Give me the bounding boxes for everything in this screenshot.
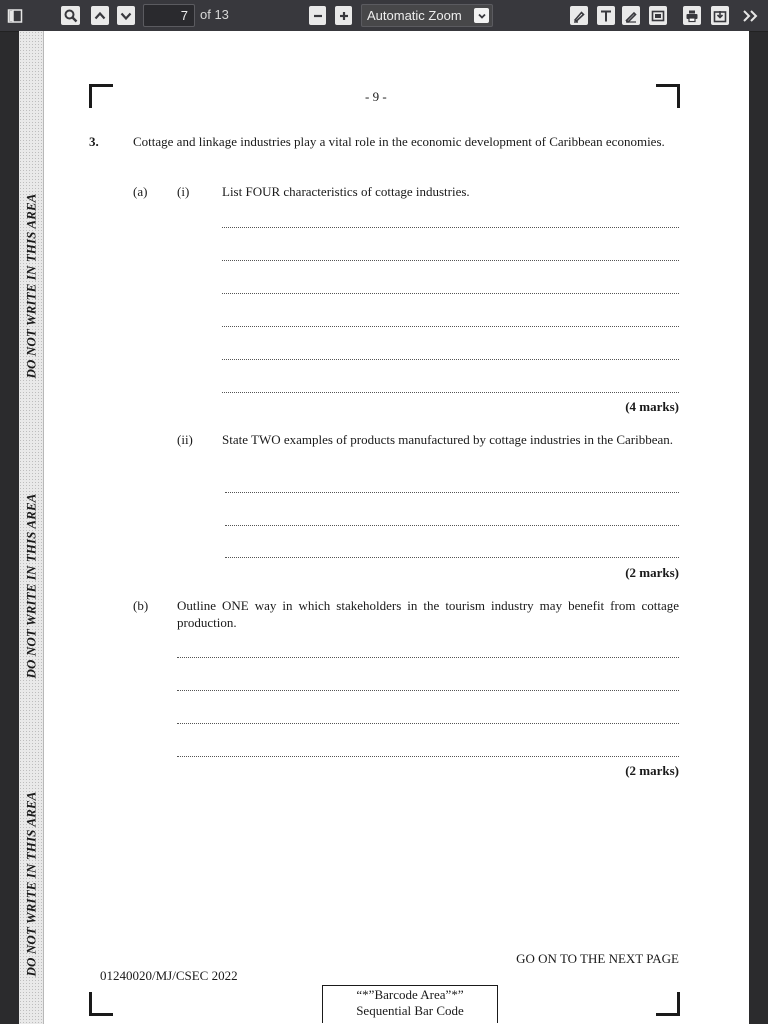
text-icon <box>599 9 613 23</box>
zoom-out-icon <box>312 10 324 22</box>
pdf-page <box>19 31 749 1024</box>
chevron-up-icon <box>94 10 106 22</box>
chevron-down-icon <box>120 10 132 22</box>
next-page-button[interactable] <box>117 6 135 25</box>
page-label: - 9 - <box>365 89 387 104</box>
print-icon <box>685 9 699 23</box>
part-b-marks: (2 marks) <box>625 763 679 778</box>
answer-line <box>225 525 679 526</box>
answer-line <box>222 227 679 228</box>
answer-line <box>177 657 679 658</box>
part-b-label: (b) <box>133 598 149 613</box>
margin-warning-label: DO NOT WRITE IN THIS AREA <box>23 493 38 679</box>
answer-line <box>222 326 679 327</box>
page-count-label: of 13 <box>200 7 229 22</box>
zoom-in-icon <box>338 10 350 22</box>
image-icon <box>651 9 665 23</box>
answer-line <box>177 690 679 691</box>
go-on-text: GO ON TO THE NEXT PAGE <box>516 951 679 966</box>
zoom-out-button[interactable] <box>309 6 326 25</box>
image-tool-button[interactable] <box>649 6 667 25</box>
answer-line <box>222 359 679 360</box>
paper-code: 01240020/MJ/CSEC 2022 <box>100 968 238 983</box>
crop-mark-bottom-right <box>656 992 680 1016</box>
page-number-input[interactable]: 7 <box>143 4 195 27</box>
highlight-button[interactable] <box>570 6 588 25</box>
margin-warning-label: DO NOT WRITE IN THIS AREA <box>23 193 38 379</box>
margin-warning-strip <box>19 31 44 1024</box>
crop-mark-top-left <box>89 84 113 108</box>
answer-line <box>225 492 679 493</box>
draw-icon <box>624 9 638 23</box>
answer-line <box>225 557 679 558</box>
print-button[interactable] <box>683 6 701 25</box>
part-b-text: Outline ONE way in which stakeholders in the tourism industry may benefit from cottage production. <box>177 598 679 630</box>
pdf-viewer-toolbar <box>0 0 768 32</box>
margin-warning-label: DO NOT WRITE IN THIS AREA <box>23 791 38 977</box>
text-tool-button[interactable] <box>597 6 615 25</box>
chevron-down-icon <box>474 8 489 23</box>
search-button[interactable] <box>61 6 80 25</box>
part-a-i-label: (i) <box>177 184 190 199</box>
question-text: Cottage and linkage industries play a vital role in the economic development of Caribbean economies. <box>133 134 665 149</box>
zoom-in-button[interactable] <box>335 6 352 25</box>
part-a-ii-marks: (2 marks) <box>625 565 679 580</box>
crop-mark-bottom-left <box>89 992 113 1016</box>
question-number: 3. <box>89 134 99 149</box>
answer-line <box>177 723 679 724</box>
part-a-i-text: List FOUR characteristics of cottage industries. <box>222 184 470 199</box>
barcode-area <box>322 985 498 1023</box>
barcode-area-label: “*”Barcode Area”*” <box>356 987 464 1002</box>
tools-menu-button[interactable] <box>740 6 762 25</box>
download-button[interactable] <box>711 6 729 25</box>
part-a-ii-text: State TWO examples of products manufactured by cottage industries in the Caribbean. <box>222 432 674 447</box>
answer-line <box>222 392 679 393</box>
part-a-ii-label: (ii) <box>177 432 193 447</box>
zoom-select-value: Automatic Zoom <box>367 8 462 23</box>
answer-line <box>222 293 679 294</box>
draw-tool-button[interactable] <box>622 6 640 25</box>
sidebar-toggle-button[interactable] <box>5 6 25 25</box>
sidebar-toggle-icon <box>7 8 23 24</box>
double-chevron-right-icon <box>742 9 760 23</box>
answer-line <box>177 756 679 757</box>
part-a-i-marks: (4 marks) <box>625 399 679 414</box>
highlight-icon <box>572 9 586 23</box>
sequential-bar-code-label: Sequential Bar Code <box>356 1003 464 1018</box>
download-icon <box>713 9 727 23</box>
search-icon <box>64 9 78 23</box>
answer-line <box>222 260 679 261</box>
previous-page-button[interactable] <box>91 6 109 25</box>
part-a-label: (a) <box>133 184 148 199</box>
zoom-select[interactable] <box>361 4 493 27</box>
crop-mark-top-right <box>656 84 680 108</box>
